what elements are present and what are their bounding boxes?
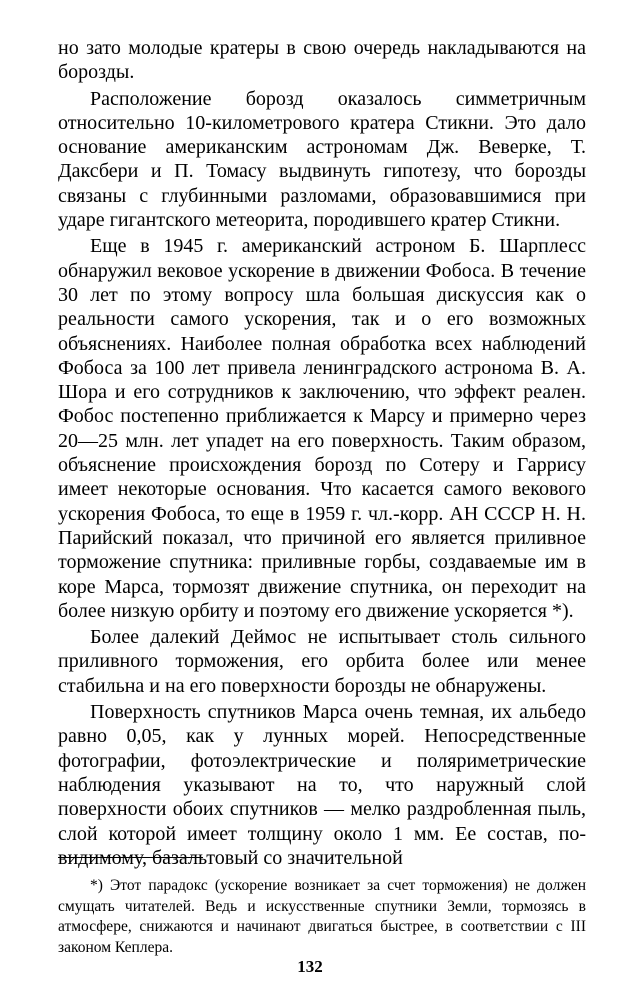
paragraph-3: Еще в 1945 г. американский астроном Б. Шарплесс обнаружил вековое ускорение в движении Фобоса. В течение 30 лет по этому вопросу шла большая дискуссия как о реальности самого ускорения, так и о его возможных объяснениях. Наиболее полная обработка всех наблюдений Фобоса за 100 лет привела ленинградского астронома В. А. Шора и его сотрудников к заключению, что эффект реален. Фобос постепенно приближается к Марсу и примерно через 20—25 млн. лет упадет на его поверхность. Таким образом, объяснение происхождения борозд по Сотеру и Гаррису имеет некоторые основания. Что касается самого векового ускорения Фобоса, то еще в 1959 г. чл.-корр. АН СССР Н. Н. Парийский показал, что причиной его является приливное торможение спутника: приливные горбы, создаваемые им в коре Марса, тормозят движение спутника, он переходит на более низкую орбиту и поэтому его движение ускоряется *). [58,235,586,622]
paragraph-2: Расположение борозд оказалось симметричным относительно 10-километрового кратера Стикни. Это дало основание американским астрономам Дж. Веверке, Т. Даксбери и П. Томасу выдвинуть гипотезу, что борозды связаны с глубинными разломами, образовавшимися при ударе гигантского метеорита, породившего кратер Стикни. [58,87,586,232]
paragraph-1: но зато молодые кратеры в свою очередь накладываются на борозды. [58,37,586,84]
paragraph-4: Более далекий Деймос не испытывает столь сильного приливного торможения, его орбита более или менее стабильна и на его поверхности борозды не обнаружены. [58,626,586,697]
page-number: 132 [297,957,323,976]
paragraph-5: Поверхность спутников Марса очень темная, их альбедо равно 0,05, как у лунных морей. Непосредственные фотографии, фотоэлектрические и поляриметрические наблюдения указывают на то, что наружный слой поверхности обоих спутников — мелко раздробленная пыль, слой которой имеет толщину около 1 мм. Ее состав, по-видимому, базальтовый со значительной [58,701,586,869]
footnote-text: *) Этот парадокс (ускорение возникает за счет торможения) не должен смущать читателей. Ведь и искусственные спутники Земли, тормозясь в атмосфере, снижаются и начинают двигаться быстрее, в соответствии с III законом Кеплера. [58,877,586,956]
footnote [58,876,586,958]
page-body [58,36,586,870]
footnote-divider [58,857,203,858]
